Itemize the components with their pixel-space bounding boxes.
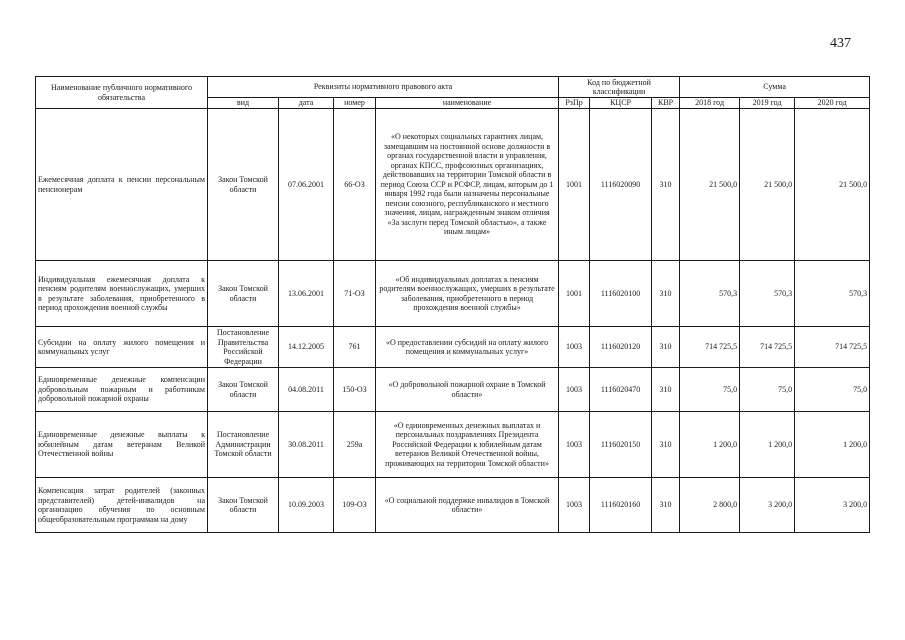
- kcsr-cell: 1116020120: [590, 327, 652, 368]
- act-name-cell: «О некоторых социальных гарантиях лицам, замещавшим на постоянной основе должности в органах государственной власти и управления, органах КПСС, профсоюзных организациях, действовавших на территории Томской области в период Союза ССР и РСФСР, лицам, которым до 1 января 1992 года были назначены персональные пенсии союзного, республиканского и местного значения, лицам, награжденным знаком отличия «За заслуги перед Томской областью», а также иным лицам»: [376, 109, 559, 261]
- obligation-cell: Единовременные денежные выплаты к юбилейным датам ветеранам Великой Отечественной войны: [36, 412, 208, 478]
- sum-2019-cell: 3 200,0: [740, 478, 795, 533]
- act-type-cell: Постановление Администрации Томской области: [208, 412, 279, 478]
- act-date-cell: 10.09.2003: [279, 478, 334, 533]
- rzpr-cell: 1003: [559, 478, 590, 533]
- sum-2020-cell: 3 200,0: [795, 478, 870, 533]
- sum-2018-cell: 1 200,0: [680, 412, 740, 478]
- obligation-cell: Единовременные денежные компенсации добровольным пожарным и работникам добровольной пожарной охраны: [36, 368, 208, 412]
- act-number-cell: 71-ОЗ: [334, 261, 376, 327]
- act-date-cell: 30.08.2011: [279, 412, 334, 478]
- obligation-cell: Субсидии на оплату жилого помещения и коммунальных услуг: [36, 327, 208, 368]
- act-type-cell: Закон Томской области: [208, 368, 279, 412]
- act-name-cell: «О предоставлении субсидий на оплату жилого помещения и коммунальных услуг»: [376, 327, 559, 368]
- kcsr-cell: 1116020090: [590, 109, 652, 261]
- act-type-cell: Постановление Правительства Российской Федерации: [208, 327, 279, 368]
- header-2018: 2018 год: [680, 98, 740, 109]
- act-name-cell: «О единовременных денежных выплатах и персональных поздравлениях Президента Российской Федерации к юбилейным датам ветеранов Великой Отечественной войны, проживающих на территории Томской области»: [376, 412, 559, 478]
- sum-2018-cell: 714 725,5: [680, 327, 740, 368]
- kvr-cell: 310: [652, 327, 680, 368]
- rzpr-cell: 1003: [559, 327, 590, 368]
- sum-2019-cell: 570,3: [740, 261, 795, 327]
- act-number-cell: 109-ОЗ: [334, 478, 376, 533]
- act-number-cell: 259а: [334, 412, 376, 478]
- sum-2020-cell: 75,0: [795, 368, 870, 412]
- header-kvr: КВР: [652, 98, 680, 109]
- rzpr-cell: 1001: [559, 109, 590, 261]
- header-act-name: наименование: [376, 98, 559, 109]
- rzpr-cell: 1003: [559, 368, 590, 412]
- kcsr-cell: 1116020100: [590, 261, 652, 327]
- sum-2018-cell: 21 500,0: [680, 109, 740, 261]
- sum-2019-cell: 714 725,5: [740, 327, 795, 368]
- act-name-cell: «Об индивидуальных доплатах к пенсиям родителям военнослужащих, умерших в результате заболевания, приобретенного в период прохождения военной службы»: [376, 261, 559, 327]
- sum-2020-cell: 21 500,0: [795, 109, 870, 261]
- act-date-cell: 14.12.2005: [279, 327, 334, 368]
- header-rzpr: РзПр: [559, 98, 590, 109]
- sum-2019-cell: 1 200,0: [740, 412, 795, 478]
- act-date-cell: 07.06.2001: [279, 109, 334, 261]
- header-2019: 2019 год: [740, 98, 795, 109]
- obligation-cell: Индивидуальная ежемесячная доплата к пенсиям родителям военнослужащих, умерших в результате заболевания, приобретенного в период прохождения военной службы: [36, 261, 208, 327]
- rzpr-cell: 1003: [559, 412, 590, 478]
- header-kcsr: КЦСР: [590, 98, 652, 109]
- sum-2020-cell: 714 725,5: [795, 327, 870, 368]
- table-header: [36, 77, 870, 109]
- act-type-cell: Закон Томской области: [208, 261, 279, 327]
- obligations-table: [35, 76, 870, 533]
- sum-2020-cell: 570,3: [795, 261, 870, 327]
- header-act-details: Реквизиты нормативного правового акта: [208, 77, 559, 98]
- obligation-cell: Компенсация затрат родителей (законных представителей) детей-инвалидов на организацию обучения по основным общеобразовательным программам на дому: [36, 478, 208, 533]
- table-row: [36, 412, 870, 478]
- header-act-number: номер: [334, 98, 376, 109]
- act-number-cell: 150-ОЗ: [334, 368, 376, 412]
- header-obligation: Наименование публичного нормативного обязательства: [36, 77, 208, 109]
- header-act-date: дата: [279, 98, 334, 109]
- table-row: [36, 327, 870, 368]
- table-row: [36, 478, 870, 533]
- kcsr-cell: 1116020160: [590, 478, 652, 533]
- sum-2020-cell: 1 200,0: [795, 412, 870, 478]
- act-date-cell: 04.08.2011: [279, 368, 334, 412]
- header-act-type: вид: [208, 98, 279, 109]
- act-type-cell: Закон Томской области: [208, 109, 279, 261]
- kcsr-cell: 1116020150: [590, 412, 652, 478]
- rzpr-cell: 1001: [559, 261, 590, 327]
- act-type-cell: Закон Томской области: [208, 478, 279, 533]
- sum-2019-cell: 21 500,0: [740, 109, 795, 261]
- obligation-cell: Ежемесячная доплата к пенсии персональным пенсионерам: [36, 109, 208, 261]
- kvr-cell: 310: [652, 412, 680, 478]
- act-date-cell: 13.06.2001: [279, 261, 334, 327]
- page-number: 437: [830, 36, 851, 51]
- kvr-cell: 310: [652, 109, 680, 261]
- kvr-cell: 310: [652, 478, 680, 533]
- sum-2018-cell: 570,3: [680, 261, 740, 327]
- header-2020: 2020 год: [795, 98, 870, 109]
- kvr-cell: 310: [652, 261, 680, 327]
- act-name-cell: «О социальной поддержке инвалидов в Томской области»: [376, 478, 559, 533]
- table-row: [36, 261, 870, 327]
- kvr-cell: 310: [652, 368, 680, 412]
- act-number-cell: 761: [334, 327, 376, 368]
- kcsr-cell: 1116020470: [590, 368, 652, 412]
- act-number-cell: 66-ОЗ: [334, 109, 376, 261]
- header-sum: Сумма: [680, 77, 870, 98]
- table-row: [36, 368, 870, 412]
- sum-2018-cell: 75,0: [680, 368, 740, 412]
- act-name-cell: «О добровольной пожарной охране в Томской области»: [376, 368, 559, 412]
- header-budget-code: Код по бюджетной классификации: [559, 77, 680, 98]
- sum-2019-cell: 75,0: [740, 368, 795, 412]
- table-row: [36, 109, 870, 261]
- sum-2018-cell: 2 800,0: [680, 478, 740, 533]
